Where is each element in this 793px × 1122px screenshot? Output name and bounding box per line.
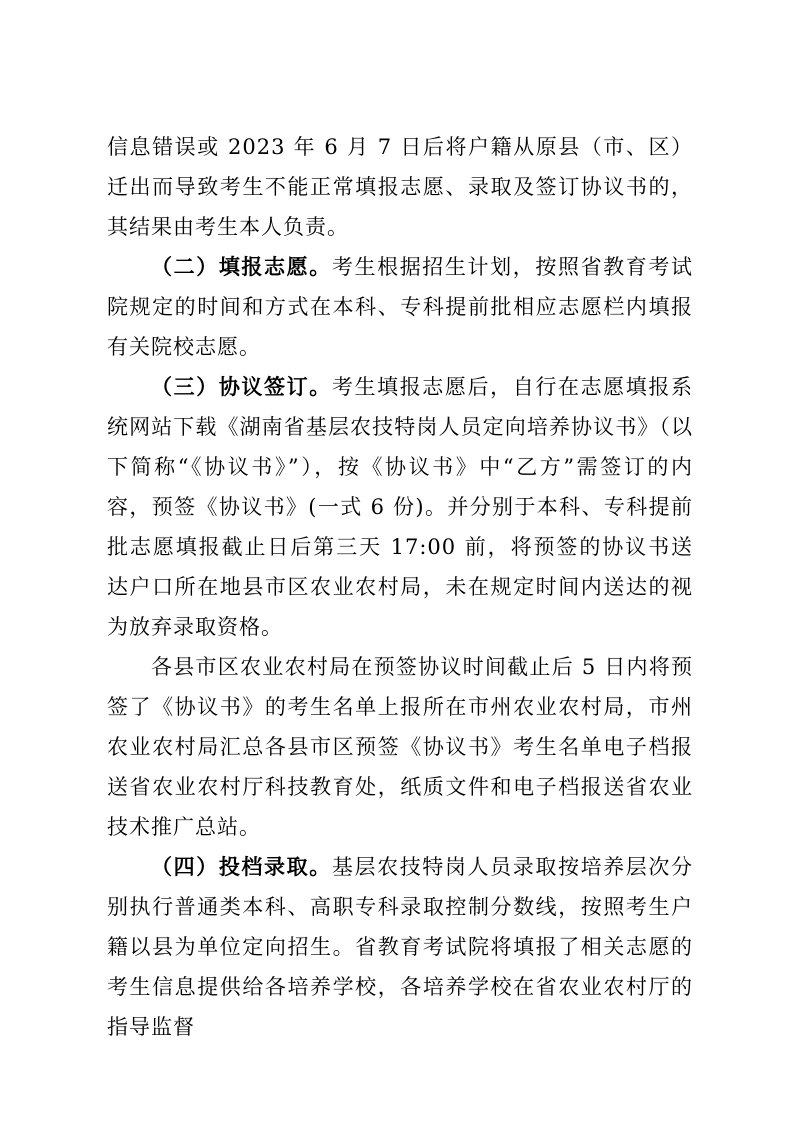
section-heading-admission: （四）投档录取。	[151, 854, 332, 879]
section-heading-agreement-signing: （三）协议签订。	[151, 374, 332, 399]
paragraph-household-registration	[107, 127, 693, 247]
paragraph-text: 考生根据招生计划，按照省教育考试院规定的时间和方式在本科、专科提前批相应志愿栏内填报有关院校志愿。	[107, 255, 694, 359]
paragraph-text: 各县市区农业农村局在预签协议时间截止后 5 日内将预签了《协议书》的考生名单上报所在市州农业农村局，市州农业农村局汇总各县市区预签《协议书》考生名单电子档报送省农业农村厅科技教育处，纸质文件和电子档报送省农业技术推广总站。	[107, 655, 693, 839]
paragraph-fill-in-application	[107, 247, 693, 367]
paragraph-admission	[107, 847, 693, 1047]
paragraph-text: 考生填报志愿后，自行在志愿填报系统网站下载《湖南省基层农技特岗人员定向培养协议书》（以下简称“《协议书》”），按《协议书》中“乙方”需签订的内容，预签《协议书》(一式 6 份)。并分别于本科、专科提前批志愿填报截止日后第三天 17:00 前，将预签的协议书送达户口所在地县市区农业农村局，未在规定时间内送达的视为放弃录取资格。	[107, 375, 694, 639]
paragraph-agriculture-bureau-reporting	[107, 647, 693, 847]
paragraph-text: 信息错误或 2023 年 6 月 7 日后将户籍从原县（市、区）迁出而导致考生不能正常填报志愿、录取及签订协议书的，其结果由考生本人负责。	[107, 135, 693, 239]
paragraph-text: 基层农技特岗人员录取按培养层次分别执行普通类本科、高职专科录取控制分数线，按照考生户籍以县为单位定向招生。省教育考试院将填报了相关志愿的考生信息提供给各培养学校，各培养学校在省农业农村厅的指导监督	[107, 855, 694, 1039]
paragraph-agreement-signing	[107, 367, 693, 647]
section-heading-fill-in-application: （二）填报志愿。	[151, 254, 332, 279]
document-body	[107, 127, 693, 1047]
